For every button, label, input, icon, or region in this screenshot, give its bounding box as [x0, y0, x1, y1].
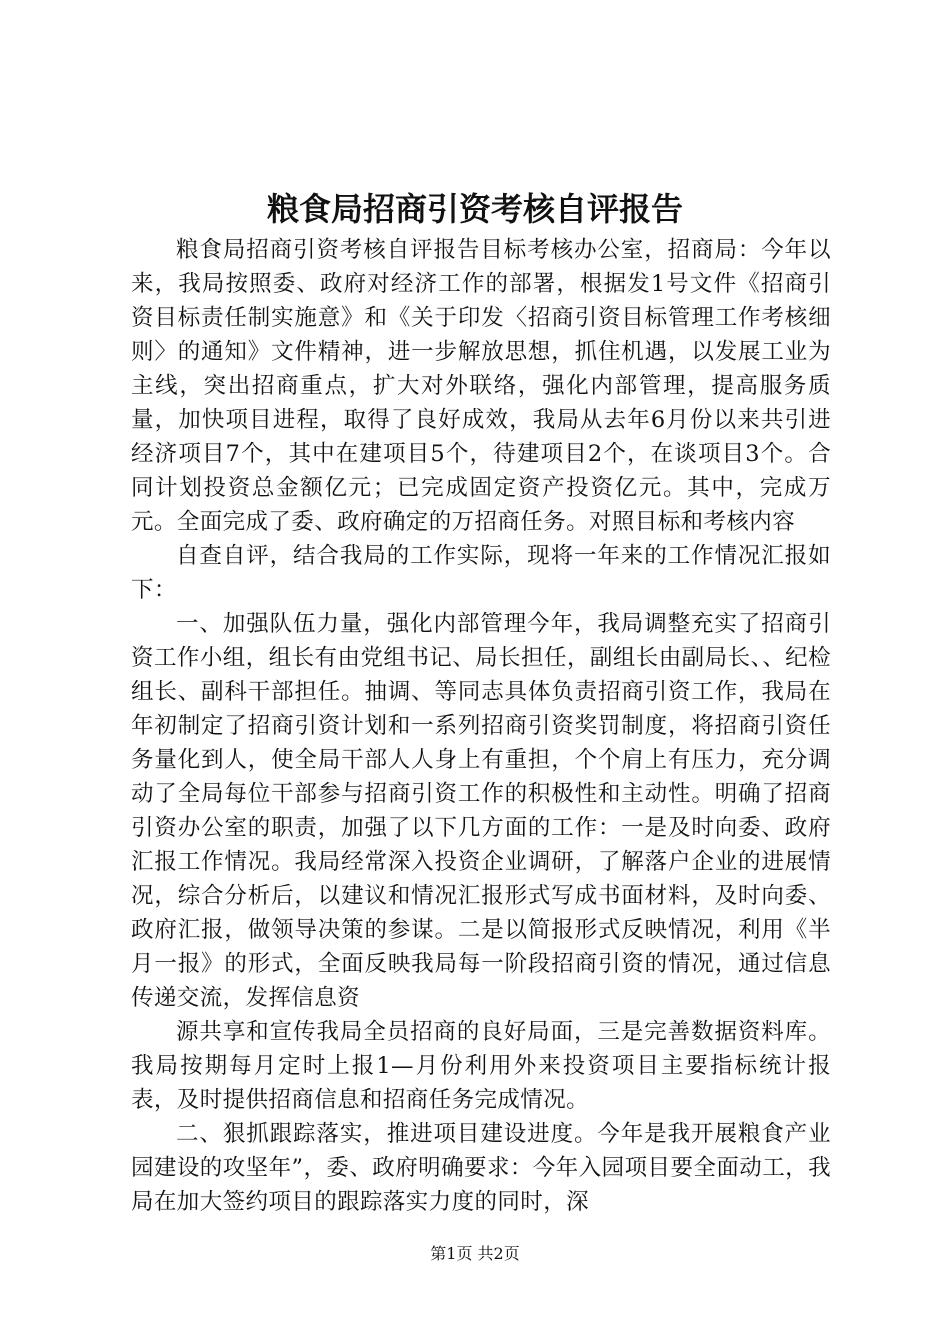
paragraph-self-review: 自查自评，结合我局的工作实际，现将一年来的工作情况汇报如下： — [131, 543, 831, 603]
paragraph-data-library: 源共享和宣传我局全员招商的良好局面，三是完善数据资料库。我局按期每月定时上报1—月份利用外来投资项目主要指标统计报表，及时提供招商信息和招商任务完成情况。 — [131, 1019, 831, 1113]
document-title: 粮食局招商引资考核自评报告 — [266, 190, 683, 228]
paragraph-section-two: 二、狠抓跟踪落实，推进项目建设进度。今年是我开展粮食产业园建设的攻坚年”，委、政府明确要求：今年入园项目要全面动工，我局在加大签约项目的跟踪落实力度的同时，深 — [131, 1121, 831, 1215]
paragraph-section-one: 一、加强队伍力量，强化内部管理今年，我局调整充实了招商引资工作小组，组长有由党组书记、局长担任，副组长由副局长、、纪检组长、副科干部担任。抽调、等同志具体负责招商引资工作，我局在年初制定了招商引资计划和一系列招商引资奖罚制度，将招商引资任务量化到人，使全局干部人人身上有重担，个个肩上有压力，充分调动了全局每位干部参与招商引资工作的积极性和主动性。明确了招商引资办公室的职责，加强了以下几方面的工作：一是及时向委、政府汇报工作情况。我局经常深入投资企业调研，了解落户企业的进展情况，综合分析后，以建议和情况汇报形式写成书面材料，及时向委、政府汇报，做领导决策的参谋。二是以简报形式反映情况，利用《半月一报》的形式，全面反映我局每一阶段招商引资的情况，通过信息传递交流，发挥信息资 — [131, 611, 831, 1011]
page-footer: 第1页 共2页 — [430, 1244, 520, 1263]
paragraph-intro: 粮食局招商引资考核自评报告目标考核办公室，招商局：今年以来，我局按照委、政府对经济工作的部署，根据发1号文件《招商引资目标责任制实施意》和《关于印发〈招商引资目标管理工作考核细则〉的通知》文件精神，进一步解放思想，抓住机遇，以发展工业为主线，突出招商重点，扩大对外联络，强化内部管理，提高服务质量，加快项目进程，取得了良好成效，我局从去年6月份以来共引进经济项目7个，其中在建项目5个，待建项目2个，在谈项目3个。合同计划投资总金额亿元；已完成固定资产投资亿元。其中，完成万元。全面完成了委、政府确定的万招商任务。对照目标和考核内容 — [131, 237, 831, 535]
document-body — [131, 233, 831, 1219]
